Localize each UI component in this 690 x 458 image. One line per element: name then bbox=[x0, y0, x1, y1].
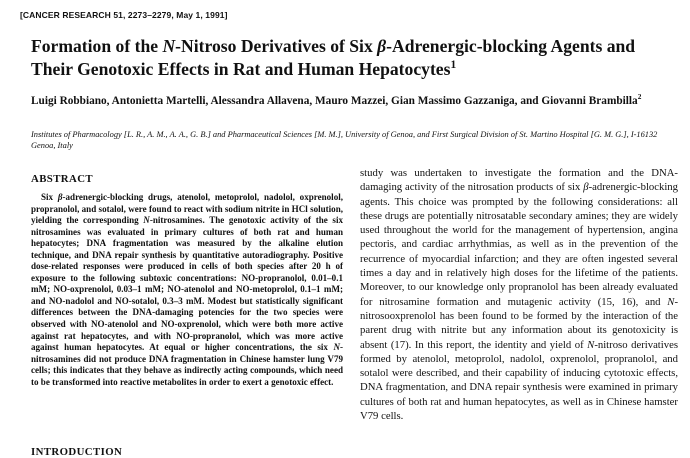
abstract-seg-4: -nitrosamines did not produce DNA fragmentation in Chinese hamster lung V79 cells; this indicates that they behave as indirectly acting compounds, which need to be transformed into reactive metabolites in order to exert a genotoxic effect. bbox=[31, 342, 343, 387]
paper-title bbox=[31, 35, 671, 81]
body-text-right-column bbox=[360, 166, 678, 423]
title-beta: β bbox=[377, 36, 387, 56]
body-seg-2: -adrenergic-blocking agents. This choice was prompted by the following considerations: all these drugs are potentially nitrosatable secondary amines; they are widely used throughout the world for the management of hypertension, angina pectoris, and cardiac arrhythmias, as well as in the prevention of the recurrence of myocardial infarction; and they are often ingested several times a day and in relatively high doses for the lifetime of the patients. Moreover, to our knowledge only propranolol has been already evaluated for nitrosamine formation and mutagenic activity (15, 16), and bbox=[360, 181, 678, 308]
author-names: Luigi Robbiano, Antonietta Martelli, Alessandra Allavena, Mauro Mazzei, Gian Massimo Gazzaniga, and Giovanni Brambilla bbox=[31, 95, 638, 107]
abstract-n-2: N bbox=[333, 342, 340, 353]
abstract-seg-2: -adrenergic-blocking drugs, atenolol, metoprolol, nadolol, oxprenolol, propranolol, and sotalol, were found to react with sodium nitrite in HCl solution, yielding the corresponding bbox=[31, 192, 343, 226]
abstract-n-1: N bbox=[143, 215, 150, 226]
body-seg-3: -nitrosooxprenolol has been found to be formed by the interaction of the parent drug with nitrite but any information about its genotoxicity is absent (17). In this report, the identity and yield of bbox=[360, 295, 678, 351]
title-part-2: -Nitroso Derivatives of Six bbox=[175, 36, 378, 56]
introduction-heading: INTRODUCTION bbox=[31, 446, 123, 458]
body-seg-1: study was undertaken to investigate the formation and the DNA-damaging activity of the nitrosation products of six bbox=[360, 167, 678, 194]
abstract-text bbox=[31, 192, 343, 388]
abstract-seg-1: Six bbox=[41, 192, 58, 202]
author-footnote-mark: 2 bbox=[637, 92, 642, 102]
author-list bbox=[31, 94, 671, 109]
abstract-heading: ABSTRACT bbox=[31, 173, 93, 185]
title-n-italic: N bbox=[162, 36, 176, 56]
journal-header: [CANCER RESEARCH 51, 2273–2279, May 1, 1991] bbox=[20, 10, 228, 20]
body-n-1: N bbox=[667, 295, 675, 308]
title-part-1: Formation of the bbox=[31, 36, 163, 56]
body-n-2: N bbox=[587, 338, 595, 351]
affiliation: Institutes of Pharmacology [L. R., A. M., A. A., G. B.] and Pharmaceutical Sciences [M. M.], University of Genoa, and First Surgical Division of St. Martino Hospital [G. M. G.], I-16132 Genoa, Italy bbox=[31, 130, 658, 151]
body-seg-4: -nitroso derivatives formed by atenolol, metoprolol, nadolol, oxprenolol, propranolol, and sotalol were described, and their capability of inducing cytotoxic effects, DNA fragmentation, and DNA repair synthesis were examined in primary cultures of both rat and human hepatocytes, as well as in Chinese hamster V79 cells. bbox=[360, 338, 678, 423]
title-footnote-mark: 1 bbox=[450, 59, 457, 72]
abstract-seg-3: -nitrosamines. The genotoxic activity of the six nitrosamines was evaluated in primary cultures of both rat and human hepatocytes; DNA fragmentation was measured by the alkaline elution technique, and DNA repair synthesis by quantitative autoradiography. Positive dose-related responses were produced in cells of both species after 20 h of exposure to the following subtoxic concentrations: NO-propranolol, 0.01–0.1 mM; NO-oxprenolol, 0.03–1 mM; NO-atenolol and NO-metoprolol, 0.1–1 mM; and NO-nadolol and NO-sotalol, 0.3–3 mM. Modest but statistically significant differences between the DNA-damaging potencies for the two species were observed with NO-atenolol and NO-oxprenolol, which were both more active against rat hepatocytes, and with NO-propranolol, which was more active against human hepatocytes. At equal or higher concentrations, the six bbox=[31, 215, 343, 353]
title-part-3: -Adrenergic-blocking Agents and Their Genotoxic Effects in Rat and Human Hepatocytes bbox=[31, 36, 636, 79]
abstract-beta: β bbox=[57, 192, 63, 202]
body-beta: β bbox=[583, 181, 589, 194]
